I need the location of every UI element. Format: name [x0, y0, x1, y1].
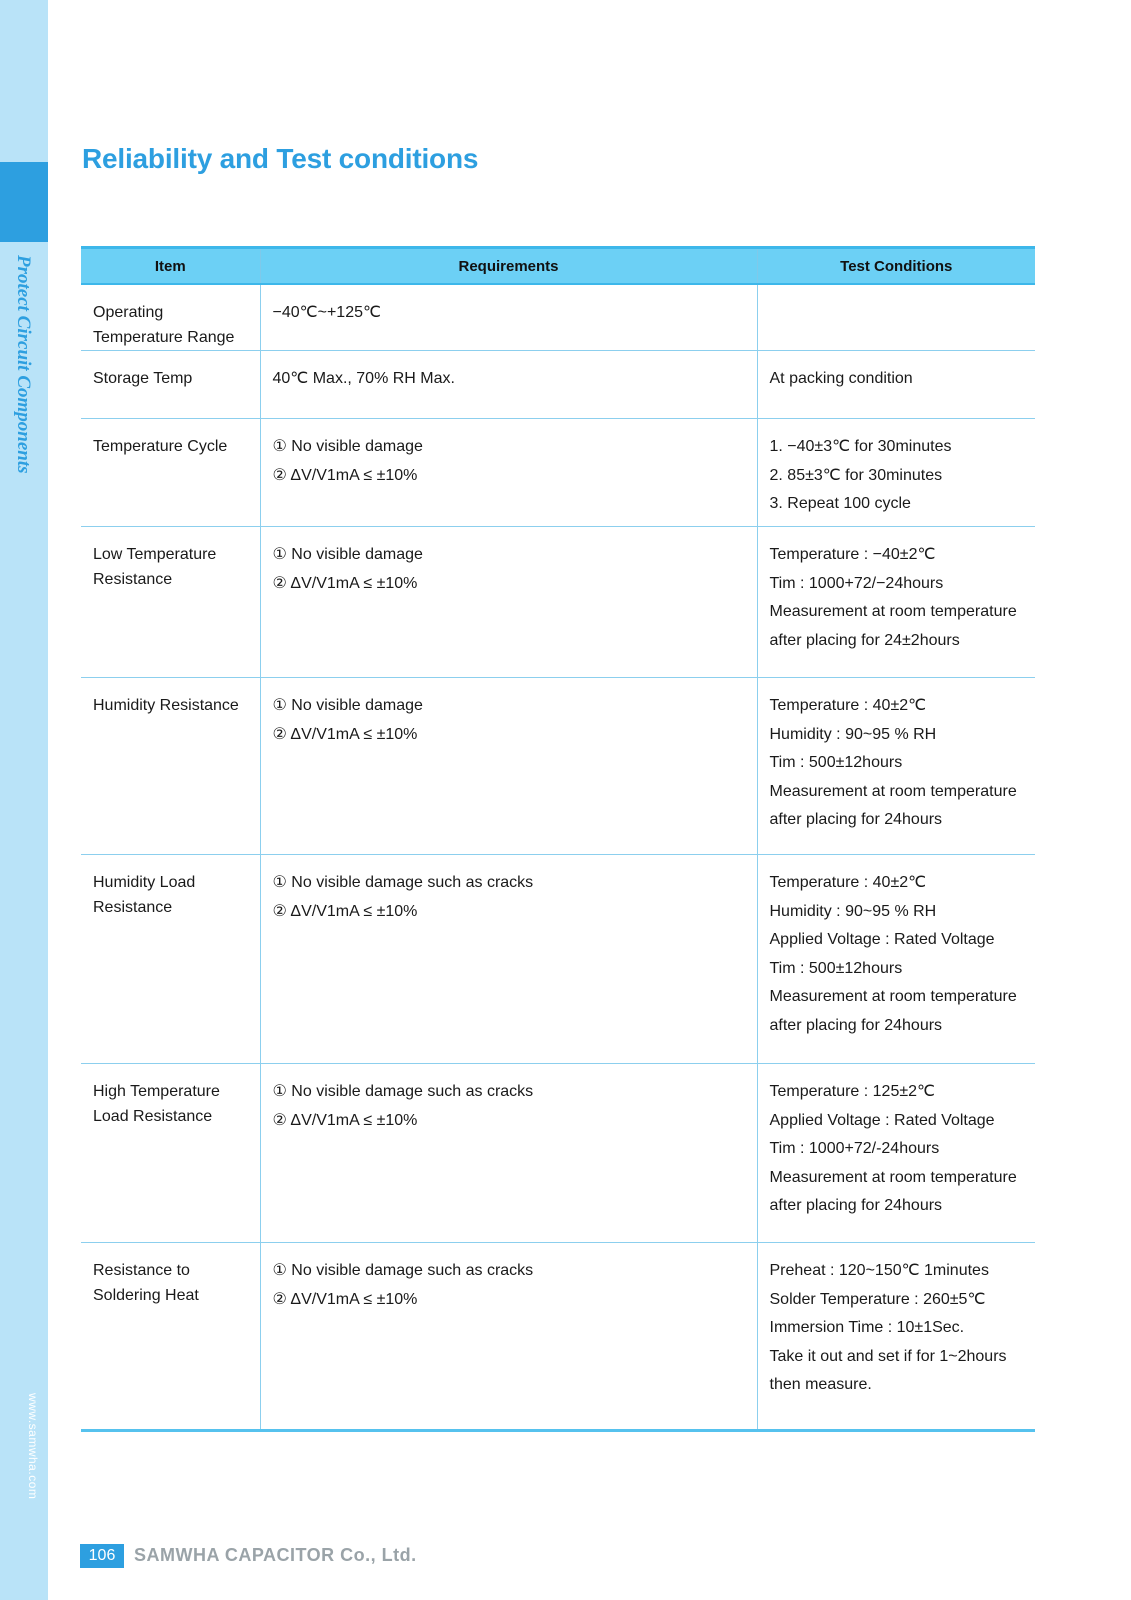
- test-conditions-line: after placing for 24hours: [769, 811, 943, 828]
- cell-requirements: [260, 678, 757, 855]
- item-line: Storage Temp: [93, 370, 193, 387]
- item-line: Temperature Range: [93, 329, 235, 346]
- requirements-line: −40℃~+125℃: [272, 304, 381, 321]
- table-row: [81, 855, 1035, 1064]
- item-line: Load Resistance: [93, 1108, 213, 1125]
- header-requirements: Requirements: [260, 248, 757, 285]
- item-line: Humidity Resistance: [93, 697, 239, 714]
- table-row: [81, 527, 1035, 678]
- test-conditions-line: Temperature : 40±2℃: [769, 697, 927, 714]
- test-conditions-line: Tim : 1000+72/−24hours: [769, 574, 944, 592]
- test-conditions-line: Applied Voltage : Rated Voltage: [769, 931, 995, 948]
- table-row: [81, 284, 1035, 351]
- reliability-table: [81, 246, 1035, 1432]
- cell-test-conditions: [757, 419, 1035, 527]
- test-conditions-line: Immersion Time : 10±1Sec.: [769, 1319, 965, 1336]
- item-line: High Temperature: [93, 1083, 220, 1100]
- item-line: Temperature Cycle: [93, 438, 228, 455]
- item-line: Resistance to: [93, 1262, 190, 1279]
- requirements-line: ② ΔV/V1mA ≤ ±10%: [272, 1290, 418, 1308]
- cell-test-conditions: [757, 1243, 1035, 1431]
- test-conditions-line: after placing for 24hours: [769, 1016, 943, 1034]
- cell-requirements: [260, 855, 757, 1064]
- test-conditions-line: Temperature : 125±2℃: [769, 1083, 935, 1100]
- test-conditions-line: Applied Voltage : Rated Voltage: [769, 1111, 995, 1129]
- test-conditions-line: Measurement at room temperature: [769, 603, 1017, 620]
- item-line: Resistance: [93, 571, 173, 588]
- cell-item: [81, 527, 260, 678]
- page-number: 106: [80, 1544, 124, 1568]
- cell-test-conditions: [757, 855, 1035, 1064]
- requirements-line: ① No visible damage: [272, 697, 423, 714]
- test-conditions-line: after placing for 24hours: [769, 1197, 943, 1214]
- cell-test-conditions: [757, 678, 1035, 855]
- requirements-line: ② ΔV/V1mA ≤ ±10%: [272, 725, 418, 743]
- test-conditions-line: 3. Repeat 100 cycle: [769, 495, 911, 512]
- test-conditions-line: 2. 85±3℃ for 30minutes: [769, 466, 943, 484]
- sidebar-section-tab: [0, 162, 48, 242]
- cell-requirements: [260, 1243, 757, 1431]
- cell-test-conditions: [757, 284, 1035, 351]
- test-conditions-line: Temperature : −40±2℃: [769, 546, 936, 563]
- requirements-line: 40℃ Max., 70% RH Max.: [272, 370, 455, 387]
- test-conditions-line: Tim : 1000+72/-24hours: [769, 1140, 940, 1157]
- item-line: Humidity Load: [93, 874, 196, 891]
- item-line: Operating: [93, 304, 164, 321]
- requirements-line: ① No visible damage such as cracks: [272, 1083, 534, 1100]
- requirements-line: ② ΔV/V1mA ≤ ±10%: [272, 574, 418, 592]
- test-conditions-line: Preheat : 120~150℃ 1minutes: [769, 1262, 989, 1279]
- cell-requirements: [260, 284, 757, 351]
- test-conditions-line: Measurement at room temperature: [769, 782, 1017, 800]
- test-conditions-line: Humidity : 90~95 % RH: [769, 725, 937, 743]
- sidebar-url: www.samwha.com: [26, 1393, 40, 1500]
- cell-requirements: [260, 1064, 757, 1243]
- test-conditions-line: Solder Temperature : 260±5℃: [769, 1290, 986, 1308]
- table-row: [81, 1064, 1035, 1243]
- footer-company-name: SAMWHA CAPACITOR Co., Ltd.: [134, 1545, 417, 1565]
- item-line: Resistance: [93, 899, 173, 916]
- test-conditions-line: At packing condition: [769, 370, 913, 387]
- test-conditions-line: then measure.: [769, 1376, 872, 1393]
- requirements-line: ① No visible damage: [272, 438, 423, 455]
- cell-item: [81, 351, 260, 419]
- page-title: Reliability and Test conditions: [82, 143, 479, 174]
- requirements-line: ① No visible damage such as cracks: [272, 1262, 534, 1279]
- table-row: [81, 351, 1035, 419]
- sidebar-section-label: Protect Circuit Components: [13, 255, 34, 474]
- test-conditions-line: Measurement at room temperature: [769, 988, 1017, 1005]
- requirements-line: ② ΔV/V1mA ≤ ±10%: [272, 902, 418, 920]
- test-conditions-line: Tim : 500±12hours: [769, 959, 903, 977]
- table-header-row: [81, 248, 1035, 285]
- test-conditions-line: Tim : 500±12hours: [769, 754, 903, 771]
- requirements-line: ② ΔV/V1mA ≤ ±10%: [272, 1111, 418, 1129]
- cell-test-conditions: [757, 1064, 1035, 1243]
- header-test-conditions: Test Conditions: [757, 248, 1035, 285]
- test-conditions-line: Take it out and set if for 1~2hours: [769, 1347, 1007, 1365]
- cell-item: [81, 678, 260, 855]
- test-conditions-line: Humidity : 90~95 % RH: [769, 902, 937, 920]
- header-item: Item: [81, 248, 260, 285]
- cell-item: [81, 1064, 260, 1243]
- cell-item: [81, 419, 260, 527]
- table-row: [81, 419, 1035, 527]
- cell-requirements: [260, 351, 757, 419]
- cell-item: [81, 284, 260, 351]
- requirements-line: ① No visible damage: [272, 546, 423, 563]
- table-row: [81, 678, 1035, 855]
- test-conditions-line: after placing for 24±2hours: [769, 631, 960, 649]
- requirements-line: ① No visible damage such as cracks: [272, 874, 534, 891]
- cell-item: [81, 855, 260, 1064]
- test-conditions-line: 1. −40±3℃ for 30minutes: [769, 438, 952, 455]
- cell-requirements: [260, 527, 757, 678]
- cell-test-conditions: [757, 527, 1035, 678]
- cell-test-conditions: [757, 351, 1035, 419]
- test-conditions-line: Temperature : 40±2℃: [769, 874, 927, 891]
- item-line: Soldering Heat: [93, 1287, 199, 1304]
- requirements-line: ② ΔV/V1mA ≤ ±10%: [272, 466, 418, 484]
- item-line: Low Temperature: [93, 546, 217, 563]
- test-conditions-line: Measurement at room temperature: [769, 1168, 1017, 1186]
- cell-requirements: [260, 419, 757, 527]
- table-row: [81, 1243, 1035, 1431]
- cell-item: [81, 1243, 260, 1431]
- table-body: [81, 284, 1035, 1431]
